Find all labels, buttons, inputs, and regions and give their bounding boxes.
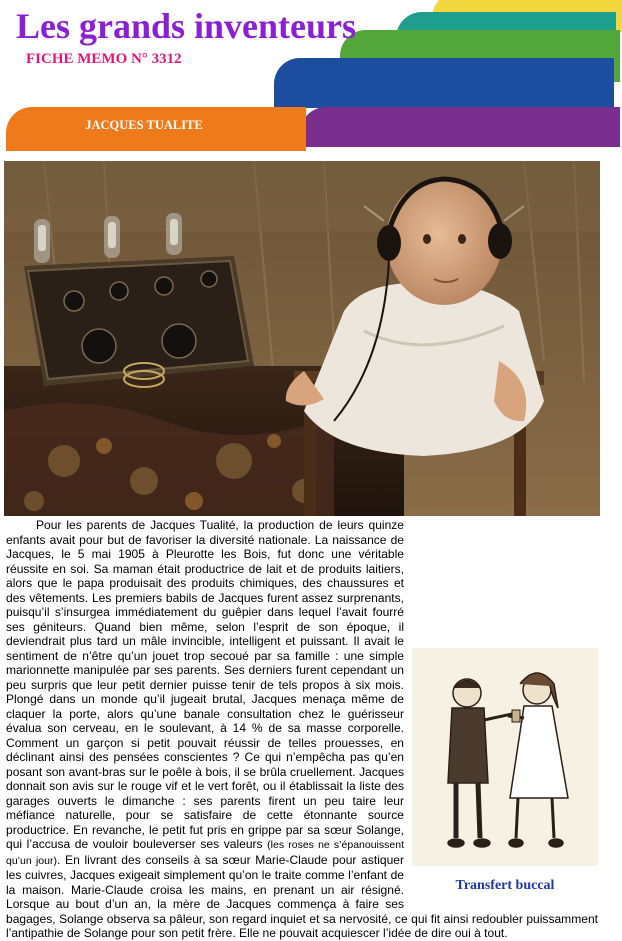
header-banner xyxy=(0,0,604,160)
fiche-number: FICHE MEMO N° 3312 xyxy=(26,51,182,67)
article-text-main: Pour les parents de Jacques Tualité, la production de leurs quinze enfants avait pour but de favoriser la diversité nationale. La naissance de Jacques, le 5 mai 1905 à Pleurotte les Bois, fut donc une véritable réussite en soi. Sa maman était productrice de lait et de produits laitiers, alors que le papa produisait des produits chimiques, des chaussures et des vêtements. Les premiers babils de Jacques furent assez surprenants, puisqu’il s’insurgea immédiatement du guêpier dans lequel l’avait fourré ses géniteurs. Quand bien même, selon l’esprit de son époque, il deviendrait plus tard un mâle invincible, intelligent et puissant. Il avait le sentiment de n’être qu’un jouet trop secoué par sa famille : une simple marionnette manipulée par ses parents. Ses derniers furent cependant un peu surpris que leur petit dernier puisse tenir de tels propos à six mois. Plongé dans un monde qu’il jugeait brutal, Jacques menaça même de claquer la porte, alors qu’une banale consultation chez le guérisseur évalua son cerveau, en le soulevant, à 14 % de sa masse corporelle. Comment un garçon si petit pouvait réussir de telles prouesses, en déclinant ainsi des pensées conscientes ? Ce qui n’empêcha pas qu’en posant son avant-bras sur le poêle à bois, il se brûla cruellement. Jacques donnait son avis sur le rouge vif et le vert forêt, ou il établissait la liste des garages ouverts le dimanche : ses parents firent un peu taire leur méfiance naturelle, pour se satisfaire de cette étonnante source productrice. En revanche, le petit fut pris en grippe par sa sœur Solange, qui l’accusa de vouloir bouleverser ses valeurs xyxy=(6,518,404,851)
article-text-end: . En livrant des conseils à sa sœur Marie-Claude pour astiquer les cuivres, Jacques exigeait simplement qu’on le traite comme l’enfant de la maison. Marie-Claude croisa les mains, en prenant un air résigné. Lorsque au bout d’un an, la mère de Jacques commença à faire ses bagages, Solange observa sa pâleur, son regard inquiet et sa nervosité, ce qui fit ainsi redoubler puissamment l’antipathie de Solange pour son petit frère. Elle ne pouvait acquiescer l’idée de dire oui à tout. xyxy=(6,852,598,940)
page-title: Les grands inventeurs xyxy=(16,6,357,46)
article-text-parenthetical: (les roses ne s’épanouissent qu’un jour) xyxy=(6,839,404,867)
illustration-figure xyxy=(412,648,598,898)
decorative-band-blue xyxy=(274,58,614,108)
decorative-band-purple xyxy=(300,107,620,147)
children-illustration xyxy=(412,648,598,866)
person-name: JACQUES TUALITE xyxy=(85,118,203,132)
illustration-caption: Transfert buccal xyxy=(455,878,555,893)
article-body xyxy=(6,518,598,940)
baby-radio-photo xyxy=(4,161,600,516)
